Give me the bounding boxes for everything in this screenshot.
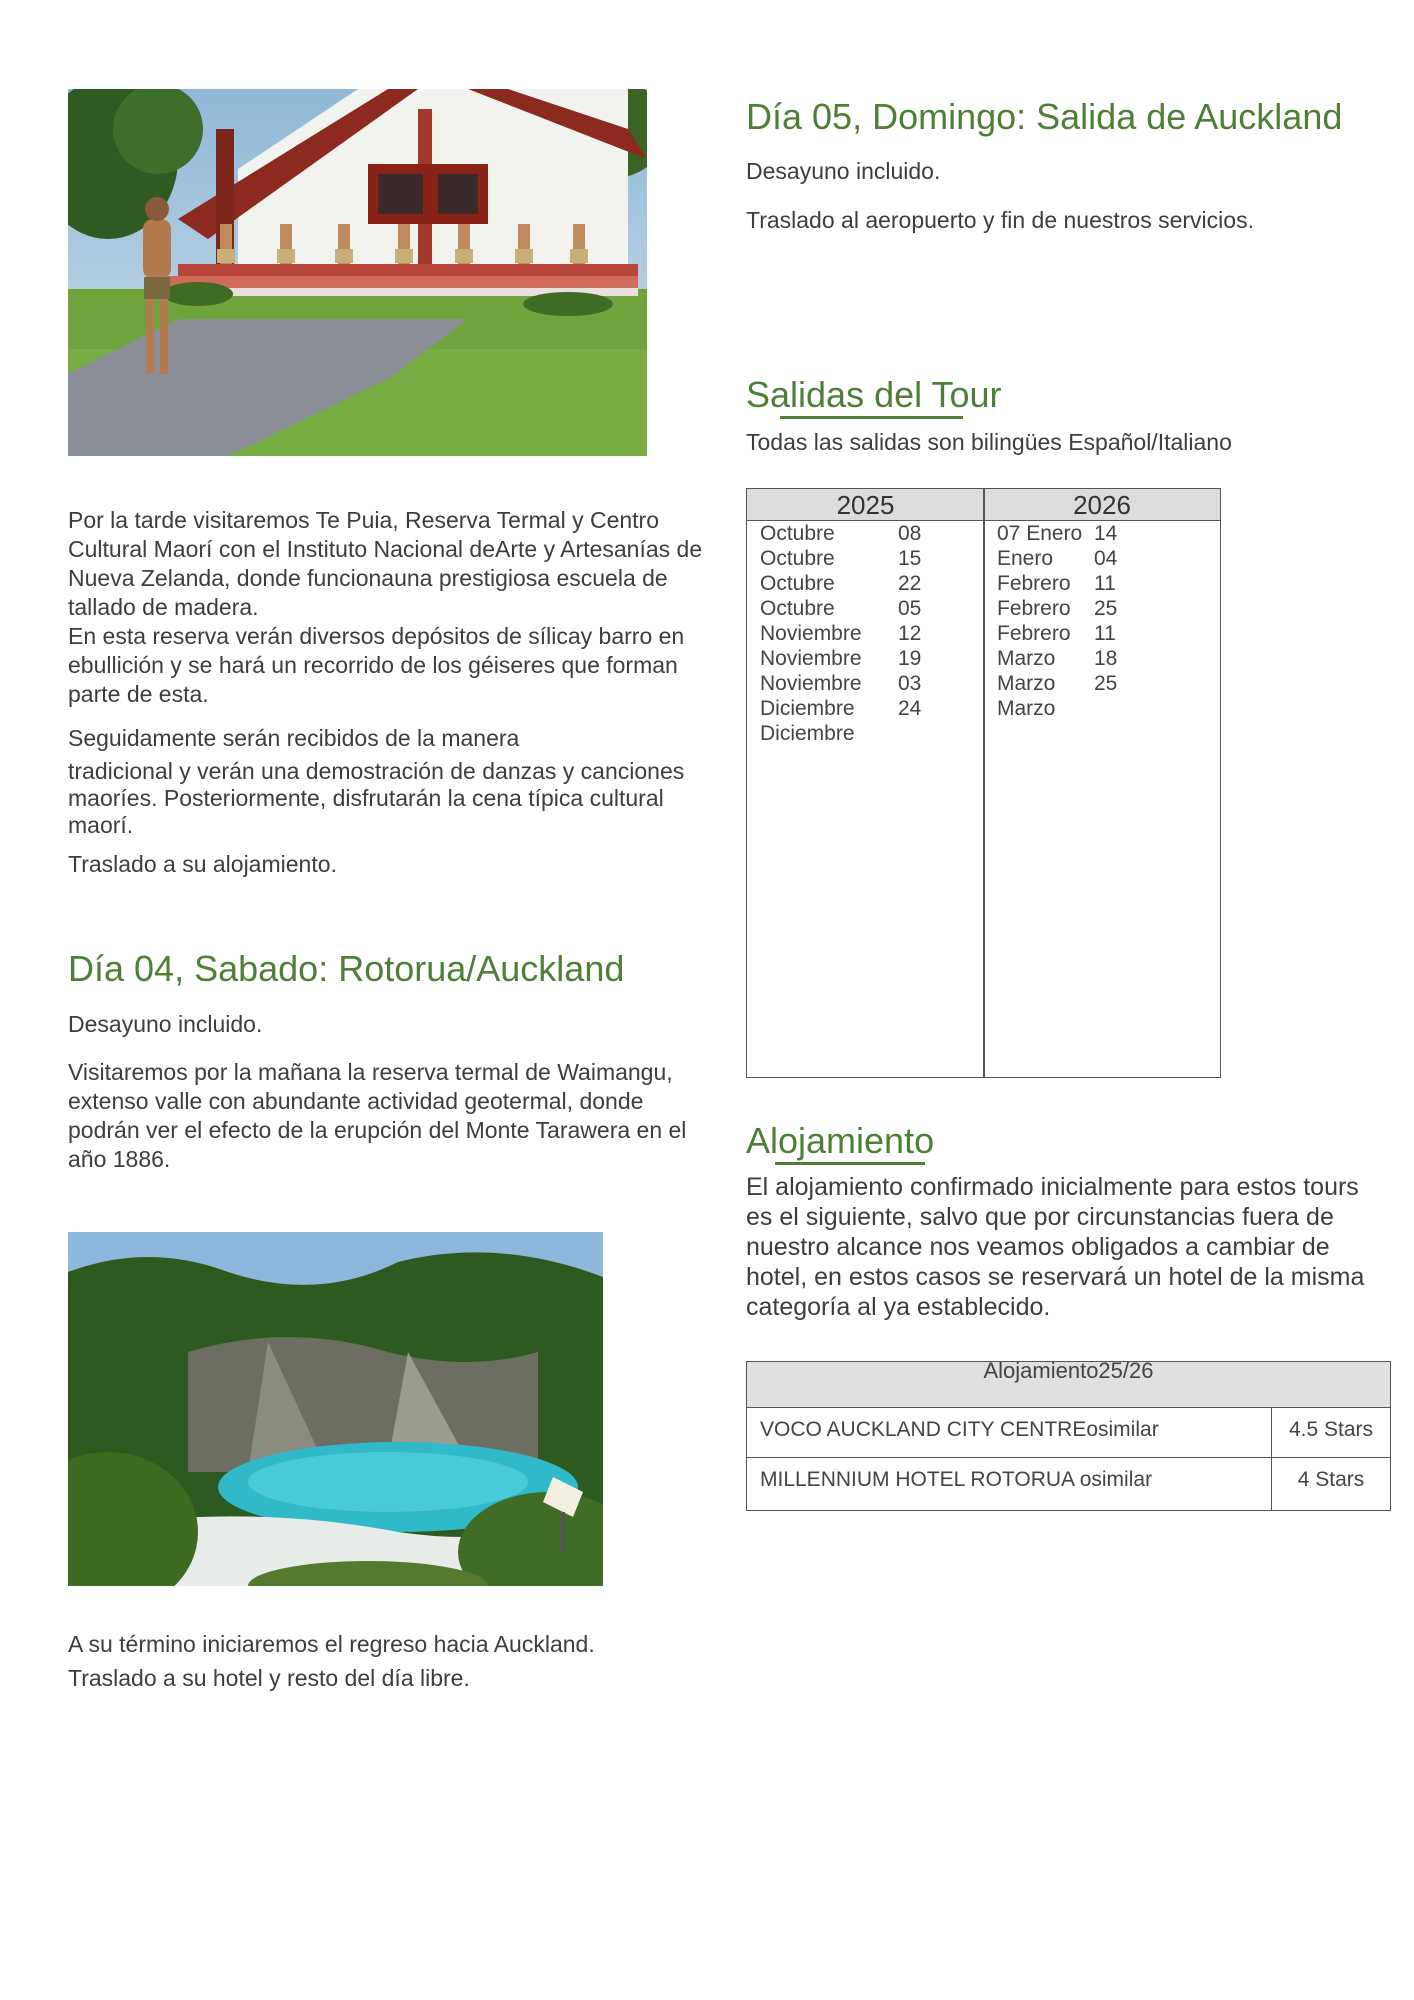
tour-title: Salidas del Tour (746, 374, 1002, 415)
hotels-divider (1271, 1408, 1273, 1510)
closing-line-2: Traslado a su hotel y resto del día libre. (68, 1665, 470, 1691)
transfer-line (68, 850, 718, 879)
departures-2025-list (760, 521, 975, 746)
departure-month: 07 Enero (997, 522, 1083, 545)
lodging-text (746, 1172, 1386, 1322)
hotel-name: MILLENNIUM HOTEL ROTORUA osimilar (760, 1468, 1153, 1491)
departure-day: 19 (898, 647, 922, 670)
hotels-header: Alojamiento25/26 (747, 1362, 1390, 1408)
departure-month: Diciembre (760, 722, 855, 745)
hotel-stars: 4 Stars (1297, 1468, 1365, 1491)
tour-subtitle: Todas las salidas son bilingües Español/Italiano (746, 429, 1232, 455)
departure-row (997, 596, 1212, 621)
departure-month: Diciembre (760, 697, 855, 720)
departure-day: 11 (1094, 622, 1116, 645)
departure-month: Febrero (997, 597, 1071, 620)
departure-row (760, 621, 975, 646)
departure-day: 14 (1094, 522, 1118, 545)
lodging-title-underline (775, 1162, 925, 1165)
hotels-table (746, 1358, 1391, 1511)
day5-text: Traslado al aeropuerto y fin de nuestros servicios. (746, 207, 1254, 233)
departure-month: Marzo (997, 647, 1056, 670)
departure-month: Marzo (997, 672, 1056, 695)
paragraph-waimangu: Visitaremos por la mañana la reserva termal de Waimangu, extenso valle con abundante actividad geotermal, donde podrán ver el efecto de la erupción del Monte Tarawera en el año 1886. (68, 1059, 687, 1172)
day4-breakfast: Desayuno incluido. (68, 1011, 263, 1037)
departure-row (760, 546, 975, 571)
departure-row (760, 721, 975, 746)
paragraph-transfer: Traslado a su alojamiento. (68, 851, 337, 877)
departure-row (760, 671, 975, 696)
departure-row (997, 546, 1212, 571)
departure-day: 24 (898, 697, 922, 720)
hotel-row (747, 1458, 1390, 1508)
departure-row (760, 696, 975, 721)
waimangu-lake-photo (68, 1232, 603, 1586)
departure-row (760, 521, 975, 546)
departures-header-2026: 2026 (984, 489, 1220, 521)
departure-day: 08 (898, 522, 922, 545)
reception-line (68, 724, 718, 753)
paragraph-silica: En esta reserva verán diversos depósitos de sílicay barro en ebullición y se hará un recorrido de los géiseres que forman parte de esta. (68, 623, 685, 707)
departure-row (997, 521, 1212, 546)
departure-month: Enero (997, 547, 1054, 570)
departure-row (760, 596, 975, 621)
departure-day: 15 (898, 547, 922, 570)
departure-month: Octubre (760, 572, 835, 595)
hotel-row (747, 1408, 1390, 1458)
departure-month: Marzo (997, 697, 1056, 720)
departure-month: Octubre (760, 597, 835, 620)
departure-day: 11 (1094, 572, 1116, 595)
departure-day: 22 (898, 572, 922, 595)
reception-paragraph (68, 758, 718, 839)
marae-photo (68, 89, 647, 456)
departures-2026-list (997, 521, 1212, 721)
day5-title: Día 05, Domingo: Salida de Auckland (746, 96, 1343, 137)
closing-line-1: A su término iniciaremos el regreso hacia Auckland. (68, 1631, 595, 1657)
departure-row (760, 571, 975, 596)
day5-breakfast: Desayuno incluido. (746, 158, 941, 184)
departure-month: Febrero (997, 622, 1071, 645)
departures-divider (983, 489, 985, 1077)
paragraph-lodging: El alojamiento confirmado inicialmente para estos tours es el siguiente, salvo que por circunstancias fuera de nuestro alcance nos veamos obligados a cambiar de hotel, en estos casos se reservará un hotel de la misma categoría al ya establecido. (746, 1173, 1365, 1321)
paragraph-reception-b: tradicional y verán una demostración de danzas y canciones maoríes. Posteriormente, disfrutarán la cena típica cultural maorí. (68, 758, 685, 838)
paragraph-te-puia: Por la tarde visitaremos Te Puia, Reserva Termal y Centro Cultural Maorí con el Instituto Nacional deArte y Artesanías de Nueva Zelanda, donde funcionauna prestigiosa escuela de tallado de madera. (68, 507, 703, 620)
departure-month: Octubre (760, 522, 835, 545)
day4-description (68, 1058, 718, 1174)
departure-month: Febrero (997, 572, 1071, 595)
departure-month: Noviembre (760, 672, 862, 695)
paragraph-reception-a: Seguidamente serán recibidos de la manera (68, 725, 520, 751)
departure-day: 25 (1094, 672, 1118, 695)
departure-day: 12 (898, 622, 922, 645)
departure-month: Noviembre (760, 622, 862, 645)
departure-day: 04 (1094, 547, 1118, 570)
hotel-name: VOCO AUCKLAND CITY CENTREosimilar (760, 1418, 1159, 1441)
departure-month: Octubre (760, 547, 835, 570)
departures-header-2025: 2025 (747, 489, 984, 521)
departure-day: 25 (1094, 597, 1118, 620)
departure-day: 05 (898, 597, 922, 620)
departure-month: Noviembre (760, 647, 862, 670)
departures-table (746, 488, 1221, 1078)
departure-row (997, 696, 1212, 721)
te-puia-paragraph (68, 506, 718, 709)
departure-day: 18 (1094, 647, 1118, 670)
hotel-stars: 4.5 Stars (1288, 1418, 1374, 1441)
departure-row (997, 571, 1212, 596)
departure-row (997, 671, 1212, 696)
departure-row (997, 646, 1212, 671)
departure-day: 03 (898, 672, 922, 695)
lodging-title: Alojamiento (746, 1120, 935, 1161)
tour-title-underline (780, 416, 963, 419)
departure-row (760, 646, 975, 671)
day4-title: Día 04, Sabado: Rotorua/Auckland (68, 948, 625, 989)
departure-row (997, 621, 1212, 646)
